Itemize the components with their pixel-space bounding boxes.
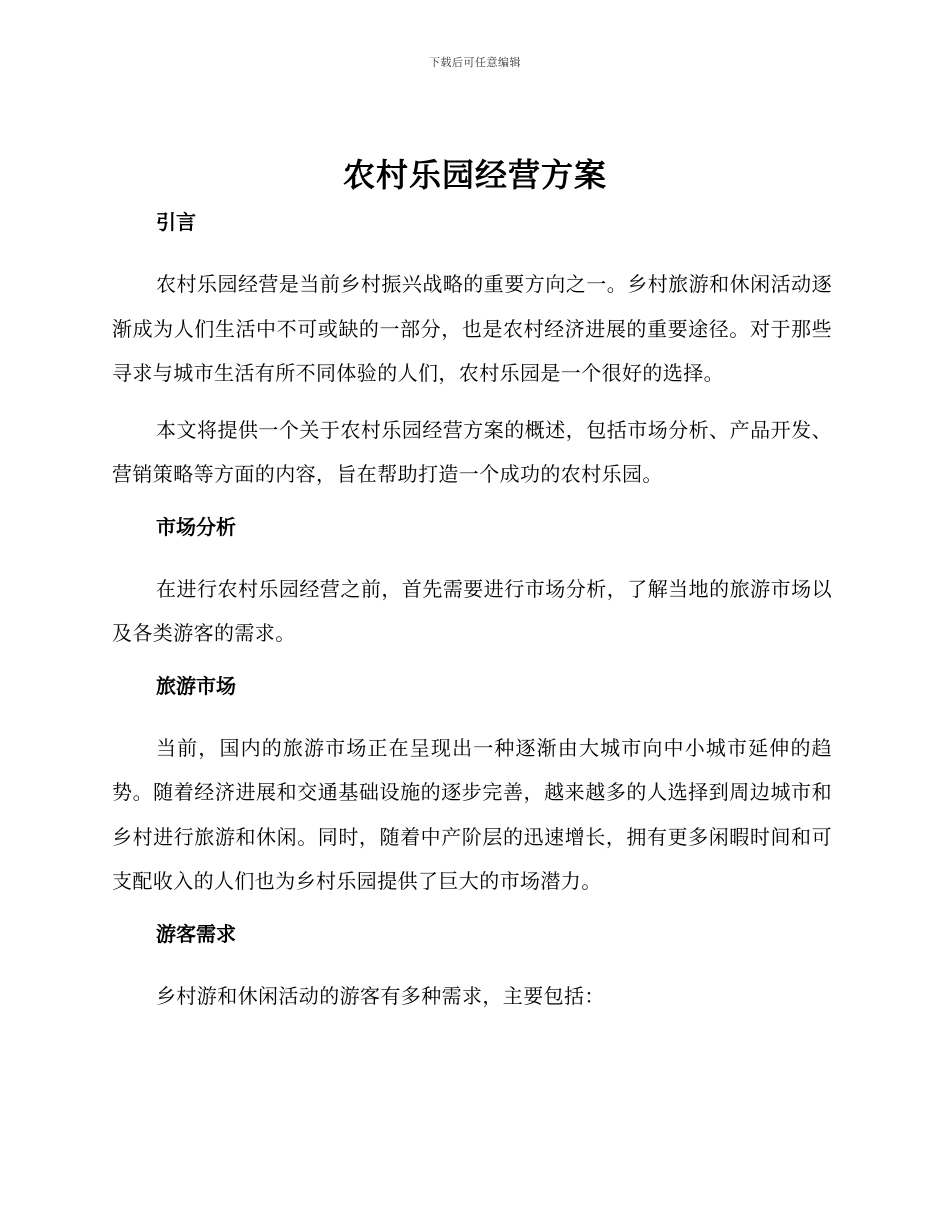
section-visitor-needs [112,916,832,1019]
header-note: 下载后可任意编辑 [429,56,521,69]
paragraph: 当前，国内的旅游市场正在呈现出一种逐渐由大城市向中小城市延伸的趋势。随着经济进展和交通基础设施的逐步完善，越来越多的人选择到周边城市和乡村进行旅游和休闲。同时，随着中产阶层的迅速增长，拥有更多闲暇时间和可支配收入的人们也为乡村乐园提供了巨大的市场潜力。 [112,735,832,893]
document-body [112,204,832,1018]
paragraph: 在进行农村乐园经营之前，首先需要进行市场分析，了解当地的旅游市场以及各类游客的需求。 [112,576,832,645]
paragraph: 乡村游和休闲活动的游客有多种需求，主要包括： [156,983,605,1008]
section-market-analysis [112,509,832,668]
paragraph: 农村乐园经营是当前乡村振兴战略的重要方向之一。乡村旅游和休闲活动逐渐成为人们生活中不可或缺的一部分，也是农村经济进展的重要途径。对于那些寻求与城市生活有所不同体验的人们，农村乐园是一个很好的选择。 [112,272,832,385]
paragraph: 本文将提供一个关于农村乐园经营方案的概述，包括市场分析、产品开发、营销策略等方面的内容，旨在帮助打造一个成功的农村乐园。 [112,417,832,486]
section-heading: 游客需求 [156,921,236,946]
document-title: 农村乐园经营方案 [342,156,607,194]
section-tourism-market [112,668,832,916]
section-heading: 引言 [156,210,196,234]
section-heading: 旅游市场 [156,673,236,698]
section-heading: 市场分析 [156,514,236,539]
section-intro [112,204,832,509]
